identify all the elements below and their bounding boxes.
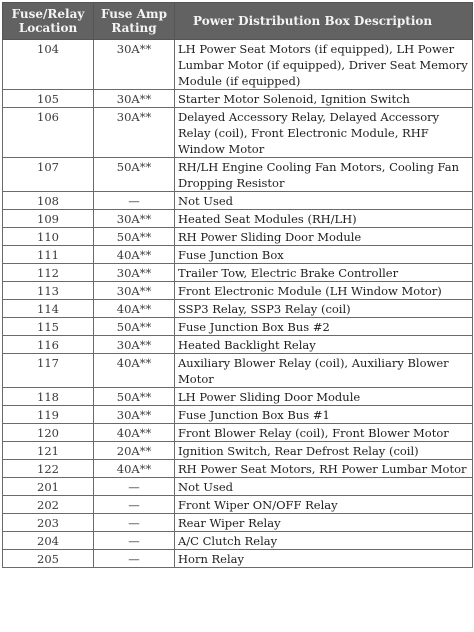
fuse-description-cell: SSP3 Relay, SSP3 Relay (coil) <box>175 300 473 318</box>
table-row <box>3 300 473 318</box>
fuse-description-cell: Delayed Accessory Relay, Delayed Accessory Relay (coil), Front Electronic Module, RHF Window Motor <box>175 108 473 158</box>
fuse-description-cell: Auxiliary Blower Relay (coil), Auxiliary Blower Motor <box>175 354 473 388</box>
header-description: Power Distribution Box Description <box>175 3 473 40</box>
fuse-location-cell: 113 <box>3 282 94 300</box>
table-row <box>3 478 473 496</box>
fuse-description-cell: A/C Clutch Relay <box>175 532 473 550</box>
table-row <box>3 108 473 158</box>
fuse-description-cell: LH Power Sliding Door Module <box>175 388 473 406</box>
fuse-location-cell: 108 <box>3 192 94 210</box>
fuse-description-cell: Not Used <box>175 192 473 210</box>
fuse-description-cell: Rear Wiper Relay <box>175 514 473 532</box>
table-row <box>3 460 473 478</box>
fuse-location-cell: 205 <box>3 550 94 568</box>
table-row <box>3 40 473 90</box>
table-row <box>3 210 473 228</box>
table-row <box>3 90 473 108</box>
fuse-rating-cell: 50A** <box>94 318 175 336</box>
table-row <box>3 192 473 210</box>
table-row <box>3 514 473 532</box>
header-location: Fuse/Relay Location <box>3 3 94 40</box>
fuse-description-cell: LH Power Seat Motors (if equipped), LH Power Lumbar Motor (if equipped), Driver Seat Memory Module (if equipped) <box>175 40 473 90</box>
fuse-description-cell: Heated Backlight Relay <box>175 336 473 354</box>
table-row <box>3 282 473 300</box>
fuse-location-cell: 203 <box>3 514 94 532</box>
fuse-location-cell: 204 <box>3 532 94 550</box>
fuse-description-cell: RH Power Sliding Door Module <box>175 228 473 246</box>
table-row <box>3 388 473 406</box>
fuse-rating-cell: — <box>94 192 175 210</box>
fuse-location-cell: 112 <box>3 264 94 282</box>
fuse-rating-cell: 50A** <box>94 158 175 192</box>
fuse-location-cell: 106 <box>3 108 94 158</box>
fuse-description-cell: Fuse Junction Box <box>175 246 473 264</box>
fuse-description-cell: RH/LH Engine Cooling Fan Motors, Cooling Fan Dropping Resistor <box>175 158 473 192</box>
fuse-description-cell: Front Wiper ON/OFF Relay <box>175 496 473 514</box>
fuse-location-cell: 111 <box>3 246 94 264</box>
fuse-description-cell: Starter Motor Solenoid, Ignition Switch <box>175 90 473 108</box>
fuse-description-cell: RH Power Seat Motors, RH Power Lumbar Motor <box>175 460 473 478</box>
fuse-rating-cell: — <box>94 514 175 532</box>
fuse-location-cell: 120 <box>3 424 94 442</box>
fuse-rating-cell: 40A** <box>94 460 175 478</box>
fuse-location-cell: 104 <box>3 40 94 90</box>
table-row <box>3 264 473 282</box>
fuse-rating-cell: 30A** <box>94 282 175 300</box>
fuse-location-cell: 115 <box>3 318 94 336</box>
fuse-location-cell: 202 <box>3 496 94 514</box>
table-row <box>3 354 473 388</box>
fuse-description-cell: Fuse Junction Box Bus #1 <box>175 406 473 424</box>
fuse-rating-cell: 30A** <box>94 264 175 282</box>
fuse-location-cell: 121 <box>3 442 94 460</box>
fuse-rating-cell: 30A** <box>94 108 175 158</box>
fuse-rating-cell: 20A** <box>94 442 175 460</box>
table-row <box>3 406 473 424</box>
fuse-location-cell: 119 <box>3 406 94 424</box>
fuse-description-cell: Heated Seat Modules (RH/LH) <box>175 210 473 228</box>
table-row <box>3 550 473 568</box>
fuse-rating-cell: — <box>94 550 175 568</box>
table-row <box>3 532 473 550</box>
fuse-rating-cell: 50A** <box>94 228 175 246</box>
fuse-location-cell: 114 <box>3 300 94 318</box>
fuse-description-cell: Front Blower Relay (coil), Front Blower Motor <box>175 424 473 442</box>
table-row <box>3 496 473 514</box>
fuse-location-cell: 107 <box>3 158 94 192</box>
fuse-rating-cell: 30A** <box>94 406 175 424</box>
fuse-rating-cell: 40A** <box>94 246 175 264</box>
fuse-location-cell: 110 <box>3 228 94 246</box>
fuse-description-cell: Trailer Tow, Electric Brake Controller <box>175 264 473 282</box>
fuse-rating-cell: 30A** <box>94 336 175 354</box>
table-row <box>3 336 473 354</box>
table-body <box>3 40 473 568</box>
header-rating: Fuse Amp Rating <box>94 3 175 40</box>
fuse-location-cell: 117 <box>3 354 94 388</box>
fuse-location-cell: 122 <box>3 460 94 478</box>
fuse-description-cell: Horn Relay <box>175 550 473 568</box>
fuse-description-cell: Ignition Switch, Rear Defrost Relay (coil) <box>175 442 473 460</box>
fuse-location-cell: 109 <box>3 210 94 228</box>
fuse-location-cell: 201 <box>3 478 94 496</box>
fuse-rating-cell: — <box>94 478 175 496</box>
table-row <box>3 318 473 336</box>
fuse-location-cell: 118 <box>3 388 94 406</box>
fuse-rating-cell: 40A** <box>94 424 175 442</box>
table-row <box>3 424 473 442</box>
fuse-location-cell: 116 <box>3 336 94 354</box>
fuse-rating-cell: 50A** <box>94 388 175 406</box>
fuse-rating-cell: 30A** <box>94 210 175 228</box>
fuse-description-cell: Fuse Junction Box Bus #2 <box>175 318 473 336</box>
fuse-rating-cell: 30A** <box>94 90 175 108</box>
fuse-rating-cell: 40A** <box>94 300 175 318</box>
fuse-location-cell: 105 <box>3 90 94 108</box>
fuse-rating-cell: — <box>94 532 175 550</box>
table-row <box>3 158 473 192</box>
fuse-relay-table <box>2 2 473 568</box>
table-row <box>3 442 473 460</box>
fuse-rating-cell: — <box>94 496 175 514</box>
table-row <box>3 228 473 246</box>
fuse-description-cell: Not Used <box>175 478 473 496</box>
table-row <box>3 246 473 264</box>
fuse-rating-cell: 40A** <box>94 354 175 388</box>
fuse-rating-cell: 30A** <box>94 40 175 90</box>
fuse-description-cell: Front Electronic Module (LH Window Motor) <box>175 282 473 300</box>
table-header-row <box>3 3 473 40</box>
